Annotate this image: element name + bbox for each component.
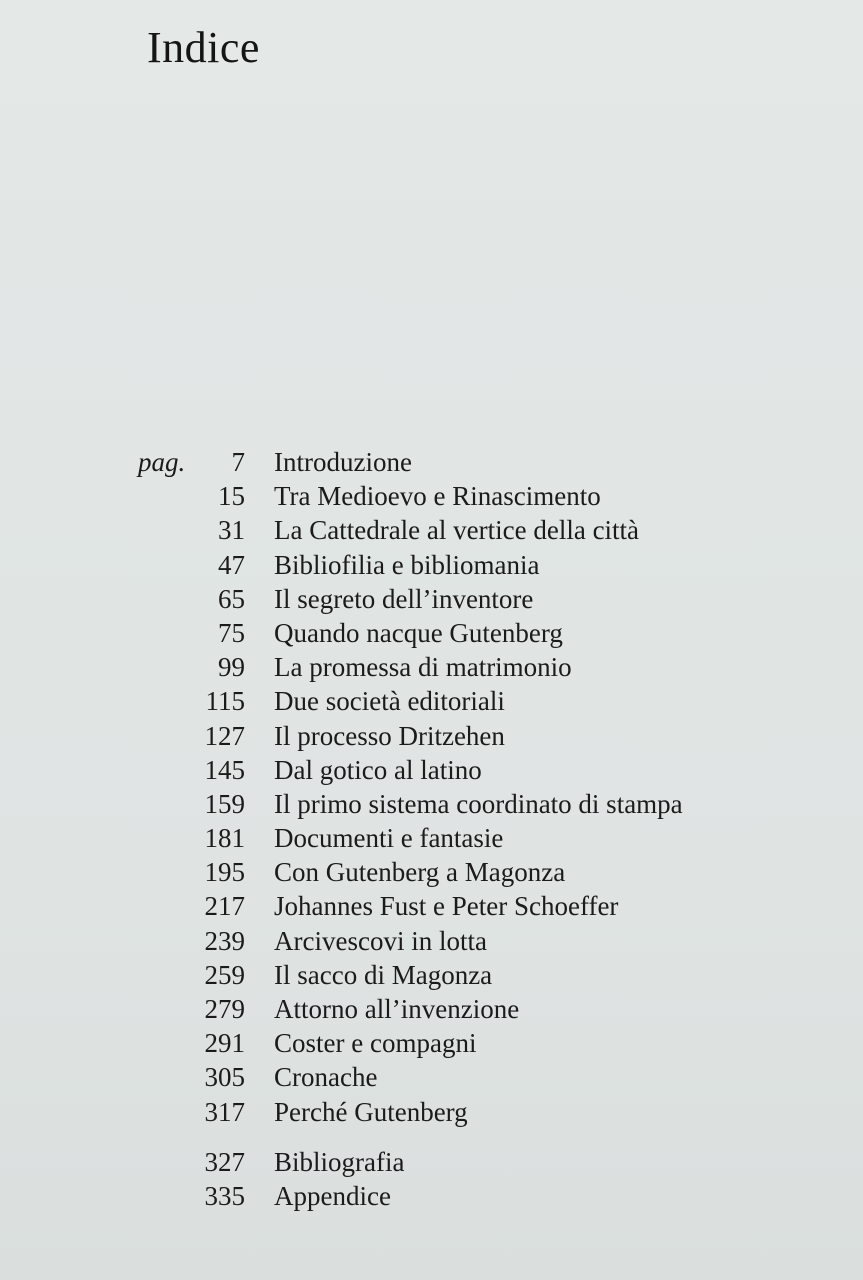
- page-title: Indice: [147, 23, 260, 72]
- toc-page-number: 65: [218, 583, 245, 614]
- toc-entry: [0, 992, 863, 1026]
- toc-entry: [0, 889, 863, 923]
- toc-title: Il primo sistema coordinato di stampa: [274, 788, 683, 819]
- toc-title: Cronache: [274, 1062, 378, 1093]
- toc-title: Bibliografia: [274, 1146, 405, 1177]
- toc-page-number: 317: [204, 1096, 245, 1127]
- toc-page-number: 305: [204, 1062, 245, 1093]
- toc-title: Bibliofilia e bibliomania: [274, 549, 540, 580]
- toc-page-number: 195: [204, 857, 245, 888]
- toc-page-number: 239: [204, 925, 245, 956]
- toc-entry: [0, 821, 863, 855]
- toc-page-number: 145: [204, 754, 245, 785]
- toc-title: Con Gutenberg a Magonza: [274, 857, 566, 888]
- toc-entry: [0, 582, 863, 616]
- toc-page-number: 31: [218, 515, 245, 546]
- toc-entry: [0, 616, 863, 650]
- toc-title: Quando nacque Gutenberg: [274, 617, 563, 648]
- toc-title: La promessa di matrimonio: [274, 652, 572, 683]
- toc-title: Dal gotico al latino: [274, 754, 482, 785]
- toc-entry: [0, 855, 863, 889]
- toc-page-number: 47: [218, 549, 245, 580]
- toc-page-number: 327: [204, 1146, 245, 1177]
- toc-page-number: 7: [231, 447, 245, 477]
- toc-entry: [0, 1060, 863, 1094]
- toc-entry: [0, 753, 863, 787]
- toc-page-number: 279: [204, 994, 245, 1024]
- toc-entry: [0, 684, 863, 718]
- toc-title: Il sacco di Magonza: [274, 959, 493, 990]
- toc-page-number: 335: [204, 1180, 245, 1211]
- toc-page-number: 217: [204, 891, 245, 922]
- toc-title: Il segreto dell’inventore: [274, 583, 534, 614]
- toc-entry: [0, 1179, 863, 1213]
- toc-entry: [0, 924, 863, 958]
- page-prefix: pag.: [138, 447, 186, 477]
- toc-page-number: 291: [204, 1028, 245, 1059]
- toc-entry: [0, 958, 863, 992]
- toc-title: Arcivescovi in lotta: [274, 925, 487, 956]
- toc-title: La Cattedrale al vertice della città: [274, 515, 640, 546]
- toc-page-number: 99: [218, 652, 245, 683]
- toc-page-number: 75: [218, 617, 245, 648]
- toc-entry: [0, 787, 863, 821]
- toc-title: Il processo Dritzehen: [274, 720, 505, 751]
- toc-page-number: 159: [204, 788, 245, 819]
- toc-title: Attorno all’invenzione: [274, 994, 520, 1024]
- toc-page-number: 181: [204, 823, 245, 854]
- toc-title: Tra Medioevo e Rinascimento: [274, 481, 601, 512]
- toc-title: Introduzione: [274, 447, 412, 477]
- toc-title: Perché Gutenberg: [274, 1096, 468, 1127]
- toc-page-number: 127: [204, 720, 245, 751]
- toc-entry: [0, 650, 863, 684]
- toc-entry: [0, 548, 863, 582]
- table-of-contents: [0, 445, 863, 1213]
- toc-title: Appendice: [274, 1180, 391, 1211]
- toc-entry: [0, 1095, 863, 1129]
- toc-entry: [0, 719, 863, 753]
- toc-title: Coster e compagni: [274, 1028, 477, 1059]
- toc-entry: [0, 1145, 863, 1179]
- toc-page-number: 259: [204, 959, 245, 990]
- toc-title: Due società editoriali: [274, 686, 505, 717]
- toc-entry: [0, 1026, 863, 1060]
- toc-page-number: 15: [218, 481, 245, 512]
- toc-title: Documenti e fantasie: [274, 823, 504, 854]
- toc-entry: [0, 445, 863, 479]
- toc-entry: [0, 513, 863, 547]
- toc-title: Johannes Fust e Peter Schoeffer: [274, 891, 619, 922]
- toc-entry: [0, 479, 863, 513]
- toc-page-number: 115: [205, 686, 245, 717]
